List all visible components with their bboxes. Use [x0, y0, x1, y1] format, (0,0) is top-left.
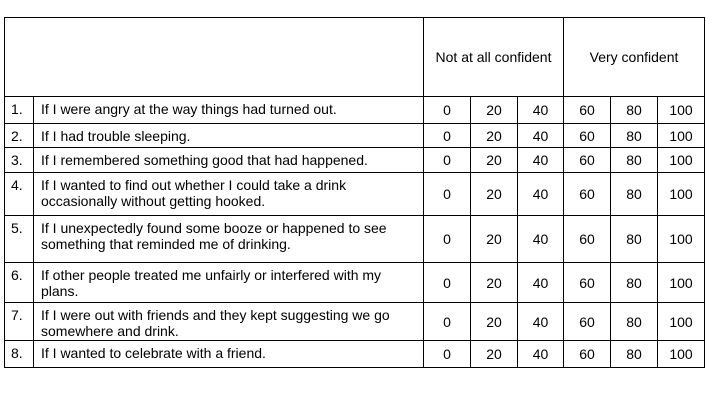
rating-option[interactable]: 60	[564, 216, 611, 263]
item-number: 4.	[5, 173, 34, 216]
rating-option[interactable]: 80	[611, 148, 658, 173]
rating-option[interactable]: 40	[518, 216, 564, 263]
confidence-questionnaire-table	[4, 17, 705, 368]
header-blank-cell	[5, 18, 424, 97]
item-number: 7.	[5, 303, 34, 341]
rating-option[interactable]: 100	[658, 173, 705, 216]
item-number: 3.	[5, 148, 34, 173]
item-statement: If I had trouble sleeping.	[34, 124, 424, 148]
rating-option[interactable]: 80	[611, 303, 658, 341]
rating-option[interactable]: 100	[658, 263, 705, 303]
rating-option[interactable]: 100	[658, 303, 705, 341]
rating-option[interactable]: 40	[518, 303, 564, 341]
rating-option[interactable]: 20	[471, 341, 518, 368]
rating-option[interactable]: 80	[611, 263, 658, 303]
rating-option[interactable]: 100	[658, 124, 705, 148]
rating-option[interactable]: 80	[611, 341, 658, 368]
rating-option[interactable]: 100	[658, 148, 705, 173]
rating-option[interactable]: 80	[611, 173, 658, 216]
rating-option[interactable]: 20	[471, 216, 518, 263]
item-statement: If I were angry at the way things had turned out.	[34, 97, 424, 124]
table-row	[5, 97, 705, 124]
rating-option[interactable]: 100	[658, 216, 705, 263]
item-number: 2.	[5, 124, 34, 148]
table-row	[5, 148, 705, 173]
rating-option[interactable]: 40	[518, 124, 564, 148]
item-statement: If I wanted to celebrate with a friend.	[34, 341, 424, 368]
rating-option[interactable]: 60	[564, 124, 611, 148]
rating-option[interactable]: 80	[611, 216, 658, 263]
table-header-row	[5, 18, 705, 97]
rating-option[interactable]: 40	[518, 263, 564, 303]
table-row	[5, 124, 705, 148]
rating-option[interactable]: 100	[658, 97, 705, 124]
rating-option[interactable]: 0	[424, 124, 471, 148]
rating-option[interactable]: 0	[424, 97, 471, 124]
rating-option[interactable]: 60	[564, 303, 611, 341]
rating-option[interactable]: 20	[471, 173, 518, 216]
item-number: 5.	[5, 216, 34, 263]
table-row	[5, 216, 705, 263]
rating-option[interactable]: 60	[564, 263, 611, 303]
rating-option[interactable]: 20	[471, 124, 518, 148]
rating-option[interactable]: 0	[424, 303, 471, 341]
rating-option[interactable]: 0	[424, 341, 471, 368]
item-statement: If I remembered something good that had happened.	[34, 148, 424, 173]
table-row	[5, 263, 705, 303]
rating-option[interactable]: 40	[518, 173, 564, 216]
rating-option[interactable]: 60	[564, 148, 611, 173]
rating-option[interactable]: 20	[471, 303, 518, 341]
rating-option[interactable]: 0	[424, 148, 471, 173]
rating-option[interactable]: 20	[471, 263, 518, 303]
item-statement: If other people treated me unfairly or interfered with my plans.	[34, 263, 424, 303]
rating-option[interactable]: 60	[564, 97, 611, 124]
rating-option[interactable]: 0	[424, 216, 471, 263]
item-number: 1.	[5, 97, 34, 124]
item-statement: If I wanted to find out whether I could take a drink occasionally without getting hooked.	[34, 173, 424, 216]
rating-option[interactable]: 40	[518, 97, 564, 124]
rating-option[interactable]: 20	[471, 148, 518, 173]
item-statement: If I were out with friends and they kept suggesting we go somewhere and drink.	[34, 303, 424, 341]
rating-option[interactable]: 20	[471, 97, 518, 124]
rating-option[interactable]: 60	[564, 173, 611, 216]
rating-option[interactable]: 0	[424, 263, 471, 303]
table-row	[5, 341, 705, 368]
table-row	[5, 303, 705, 341]
rating-option[interactable]: 60	[564, 341, 611, 368]
rating-option[interactable]: 100	[658, 341, 705, 368]
item-number: 8.	[5, 341, 34, 368]
rating-option[interactable]: 40	[518, 148, 564, 173]
item-statement: If I unexpectedly found some booze or happened to see something that reminded me of drinking.	[34, 216, 424, 263]
rating-option[interactable]: 80	[611, 124, 658, 148]
item-number: 6.	[5, 263, 34, 303]
rating-option[interactable]: 40	[518, 341, 564, 368]
table-row	[5, 173, 705, 216]
header-not-confident: Not at all confident	[424, 18, 564, 97]
header-very-confident: Very confident	[564, 18, 705, 97]
rating-option[interactable]: 80	[611, 97, 658, 124]
rating-option[interactable]: 0	[424, 173, 471, 216]
